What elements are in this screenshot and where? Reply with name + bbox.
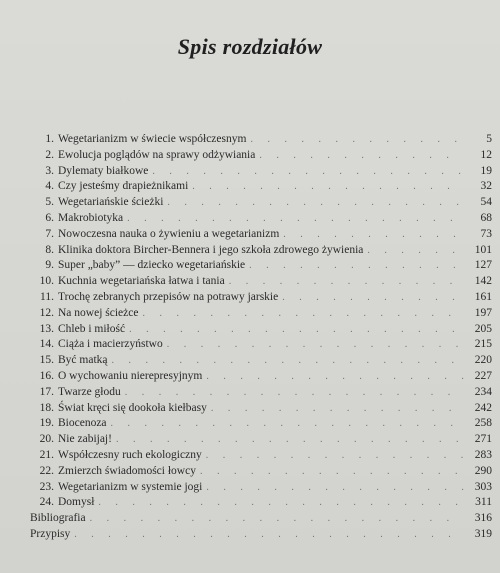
toc-entry-title: Kuchnia wegetariańska łatwa i tania bbox=[58, 275, 225, 288]
toc-entry-page: 319 bbox=[474, 527, 492, 540]
dot-leader bbox=[249, 258, 464, 274]
dot-leader bbox=[367, 243, 464, 259]
toc-entry-title: Zmierzch świadomości łowcy bbox=[58, 464, 196, 477]
dot-leader bbox=[282, 290, 464, 306]
dot-leader bbox=[206, 369, 464, 385]
toc-entry bbox=[30, 385, 492, 401]
toc-entry bbox=[30, 132, 492, 148]
toc-entry-page: 220 bbox=[474, 354, 492, 367]
toc-entry-number: 2. bbox=[45, 148, 54, 161]
toc-entry-page: 54 bbox=[480, 196, 492, 209]
toc-entry-title: Trochę zebranych przepisów na potrawy jarskie bbox=[58, 290, 279, 303]
toc-entry bbox=[30, 495, 492, 511]
toc-entry bbox=[30, 322, 492, 338]
toc-entry-number: 7. bbox=[45, 227, 54, 240]
toc-entry-title: Makrobiotyka bbox=[58, 211, 124, 224]
toc-entry-page: 311 bbox=[475, 496, 492, 509]
toc-entry-page: 290 bbox=[474, 464, 492, 477]
dot-leader bbox=[229, 274, 464, 290]
toc-entry bbox=[30, 432, 492, 448]
toc-entry-number: 18. bbox=[39, 401, 54, 414]
dot-leader bbox=[250, 132, 464, 148]
dot-leader bbox=[127, 211, 464, 227]
toc-entry bbox=[30, 480, 492, 496]
toc-entry-number: 12. bbox=[39, 306, 54, 319]
dot-leader bbox=[74, 527, 464, 543]
toc-entry-title: Świat kręci się dookoła kiełbasy bbox=[58, 401, 207, 414]
dot-leader bbox=[167, 195, 464, 211]
toc-entry-page: 271 bbox=[474, 433, 492, 446]
toc-entry-page: 215 bbox=[474, 338, 492, 351]
toc-entry-title: O wychowaniu nierepresyjnym bbox=[58, 369, 203, 382]
toc-entry-title: Nie zabijaj! bbox=[58, 433, 112, 446]
toc-entry-number: 19. bbox=[39, 417, 54, 430]
toc-entry-page: 68 bbox=[480, 211, 492, 224]
toc-entry-title: Ewolucja poglądów na sprawy odżywiania bbox=[58, 148, 256, 161]
toc-entry-title: Ciąża i macierzyństwo bbox=[58, 338, 163, 351]
toc-entry bbox=[30, 243, 492, 259]
toc-entry-number: 22. bbox=[39, 464, 54, 477]
toc-entry-number: 17. bbox=[39, 385, 54, 398]
dot-leader bbox=[98, 495, 464, 511]
toc-entry bbox=[30, 511, 492, 527]
toc-entry-page: 316 bbox=[474, 512, 492, 525]
toc-entry-page: 12 bbox=[480, 148, 492, 161]
toc-entry-number: 10. bbox=[39, 275, 54, 288]
toc-entry-title: Współczesny ruch ekologiczny bbox=[58, 448, 202, 461]
toc-entry bbox=[30, 211, 492, 227]
toc-entry-number: 3. bbox=[45, 164, 54, 177]
toc-entry-page: 161 bbox=[474, 290, 492, 303]
dot-leader bbox=[200, 464, 464, 480]
toc-entry-title: Na nowej ścieżce bbox=[58, 306, 139, 319]
toc-entry-page: 101 bbox=[474, 243, 492, 256]
toc-entry-title: Wegetariańskie ścieżki bbox=[58, 196, 164, 209]
toc-entry-page: 32 bbox=[480, 180, 492, 193]
toc-entry-number: 15. bbox=[39, 354, 54, 367]
toc-entry-number: 23. bbox=[39, 480, 54, 493]
toc-entry-page: 73 bbox=[480, 227, 492, 240]
dot-leader bbox=[283, 227, 464, 243]
toc-entry-number: 14. bbox=[39, 338, 54, 351]
table-of-contents bbox=[30, 132, 492, 543]
toc-entry-page: 127 bbox=[474, 259, 492, 272]
dot-leader bbox=[152, 164, 464, 180]
dot-leader bbox=[142, 306, 464, 322]
toc-entry bbox=[30, 258, 492, 274]
toc-entry bbox=[30, 148, 492, 164]
toc-entry-number: 11. bbox=[40, 290, 54, 303]
toc-entry-page: 234 bbox=[474, 385, 492, 398]
toc-entry bbox=[30, 416, 492, 432]
toc-entry-title: Super „baby” — dziecko wegetariańskie bbox=[58, 259, 246, 272]
toc-entry-page: 197 bbox=[474, 306, 492, 319]
toc-entry-number: 21. bbox=[39, 448, 54, 461]
toc-entry bbox=[30, 527, 492, 543]
toc-entry-number: 6. bbox=[45, 211, 54, 224]
toc-entry bbox=[30, 306, 492, 322]
toc-entry bbox=[30, 227, 492, 243]
dot-leader bbox=[192, 179, 464, 195]
toc-entry-page: 258 bbox=[474, 417, 492, 430]
toc-entry-number: 8. bbox=[45, 243, 54, 256]
toc-entry-title: Wegetarianizm w świecie współczesnym bbox=[58, 133, 247, 145]
toc-entry-number: 4. bbox=[45, 180, 54, 193]
dot-leader bbox=[206, 480, 464, 496]
toc-entry bbox=[30, 337, 492, 353]
toc-entry bbox=[30, 290, 492, 306]
toc-entry-number: 13. bbox=[39, 322, 54, 335]
dot-leader bbox=[206, 448, 464, 464]
toc-entry-title: Domysł bbox=[58, 496, 95, 509]
toc-entry bbox=[30, 464, 492, 480]
toc-entry-title: Twarze głodu bbox=[58, 385, 121, 398]
toc-entry-title: Dylematy białkowe bbox=[58, 164, 149, 177]
toc-entry-title: Wegetarianizm w systemie jogi bbox=[58, 480, 203, 493]
toc-entry bbox=[30, 164, 492, 180]
page-title: Spis rozdziałów bbox=[177, 34, 323, 59]
dot-leader bbox=[116, 432, 464, 448]
dot-leader bbox=[259, 148, 464, 164]
toc-entry-page: 5 bbox=[486, 133, 492, 145]
toc-entry-title: Chleb i miłość bbox=[58, 322, 126, 335]
dot-leader bbox=[112, 353, 465, 369]
toc-entry-title: Być matką bbox=[58, 354, 108, 367]
toc-entry bbox=[30, 274, 492, 290]
toc-entry-page: 283 bbox=[474, 448, 492, 461]
dot-leader bbox=[90, 511, 464, 527]
dot-leader bbox=[167, 337, 464, 353]
toc-entry bbox=[30, 448, 492, 464]
toc-entry-page: 142 bbox=[474, 275, 492, 288]
toc-entry-page: 303 bbox=[474, 480, 492, 493]
dot-leader bbox=[111, 416, 464, 432]
toc-entry-number: 9. bbox=[45, 259, 54, 272]
toc-entry-number: 24. bbox=[39, 496, 54, 509]
toc-entry-page: 242 bbox=[474, 401, 492, 414]
toc-entry-title: Biocenoza bbox=[58, 417, 107, 430]
toc-entry-title: Klinika doktora Bircher-Bennera i jego szkoła zdrowego żywienia bbox=[58, 243, 364, 256]
dot-leader bbox=[211, 401, 464, 417]
toc-entry bbox=[30, 369, 492, 385]
toc-entry-page: 19 bbox=[480, 164, 492, 177]
toc-entry-title: Bibliografia bbox=[30, 512, 86, 525]
toc-entry-number: 16. bbox=[39, 369, 54, 382]
toc-entry bbox=[30, 353, 492, 369]
toc-entry bbox=[30, 401, 492, 417]
toc-entry-title: Przypisy bbox=[30, 527, 71, 540]
toc-entry-title: Nowoczesna nauka o żywieniu a wegetarianizm bbox=[58, 227, 280, 240]
toc-entry bbox=[30, 195, 492, 211]
toc-entry-page: 205 bbox=[474, 322, 492, 335]
toc-entry-page: 227 bbox=[474, 369, 492, 382]
toc-entry bbox=[30, 179, 492, 195]
toc-entry-title: Czy jesteśmy drapieżnikami bbox=[58, 180, 189, 193]
dot-leader bbox=[125, 385, 464, 401]
toc-entry-number: 20. bbox=[39, 433, 54, 446]
dot-leader bbox=[129, 322, 464, 338]
toc-entry-number: 1. bbox=[45, 133, 54, 145]
toc-entry-number: 5. bbox=[45, 196, 54, 209]
